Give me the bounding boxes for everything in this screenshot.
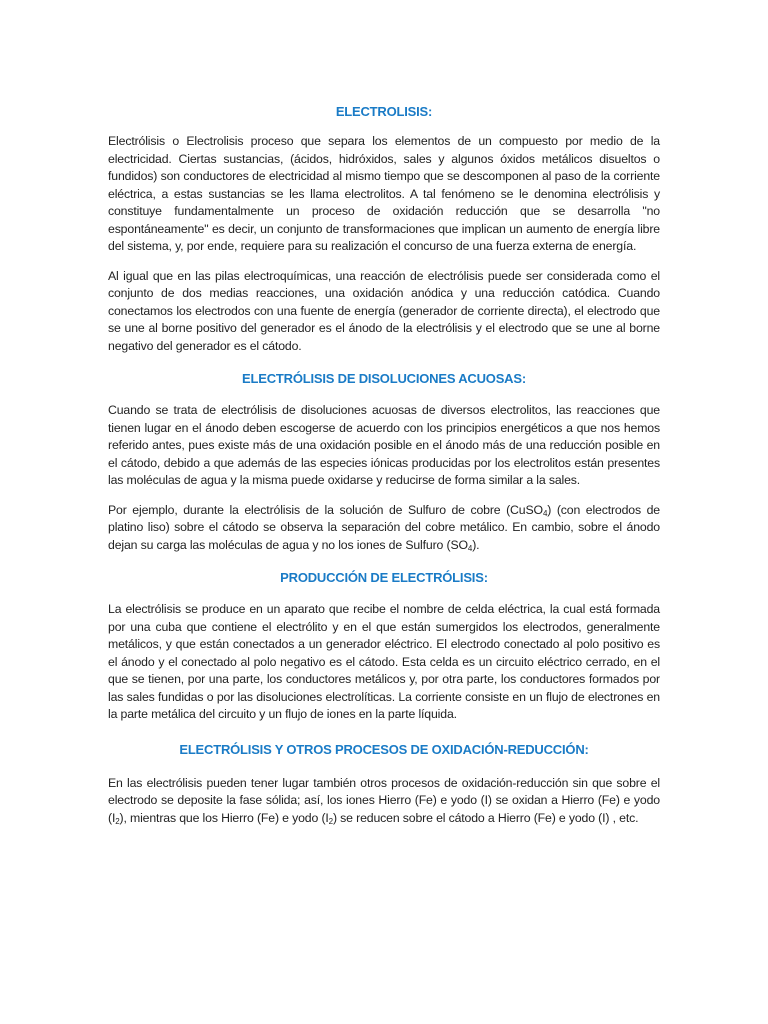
- paragraph: [108, 133, 660, 256]
- text-run: La electrólisis se produce en un aparato que recibe el nombre de celda eléctrica, la cual está formada por una cuba que contiene el electrólito y en el que están sumergidos los electrodos, generalmente metálicos, y que están conectados a un generador eléctrico. El electrodo conectado al polo positivo es el ánodo y el conectado al polo negativo es el cátodo. Esta celda es un circuito eléctrico cerrado, en el que se tienen, por una parte, los conductores metálicos y, por otra parte, los conductores formados por las sales fundidas o por las disoluciones electrolíticas. La corriente consiste en un flujo de electrones en la parte metálica del circuito y un flujo de iones en la parte líquida.: [108, 602, 660, 721]
- section-heading-disoluciones-acuosas: ELECTRÓLISIS DE DISOLUCIONES ACUOSAS:: [242, 371, 526, 386]
- section-heading-produccion: PRODUCCIÓN DE ELECTRÓLISIS:: [280, 570, 488, 585]
- paragraph: [108, 268, 660, 356]
- paragraph: [108, 402, 660, 490]
- subscript: 4: [467, 543, 473, 553]
- text-run: En las electrólisis pueden tener lugar también otros procesos de oxidación-reducción sin que sobre el electrodo se deposite la fase sólida; así, los iones Hierro (Fe) e yodo (I) se oxidan a Hierro (Fe) e yodo (I: [108, 775, 660, 825]
- subscript: 4: [542, 508, 548, 518]
- paragraph: [108, 775, 660, 828]
- text-run: ) se reducen sobre el cátodo a Hierro (Fe) e yodo (I) , etc.: [332, 810, 639, 825]
- text-run: ) (con electrodos de platino liso) sobre el cátodo se observa la separación del cobre metálico. En cambio, sobre el ánodo dejan su carga las moléculas de agua y no los iones de Sulfuro (SO: [108, 502, 660, 552]
- text-run: Por ejemplo, durante la electrólisis de la solución de Sulfuro de cobre (CuSO: [108, 502, 543, 517]
- text-run: ).: [472, 537, 480, 552]
- section-heading-electrolisis: ELECTROLISIS:: [335, 104, 433, 119]
- text-run: Electrólisis o Electrolisis proceso que separa los elementos de un compuesto por medio de la electricidad. Ciertas sustancias, (ácidos, hidróxidos, sales y algunos óxidos metálicos disueltos o fundidos) son conductores de electricidad al mismo tiempo que se descomponen al paso de la corriente eléctrica, a estas sustancias se les llama electrolitos. A tal fenómeno se le denomina electrólisis y constituye fundamentalmente un proceso de oxidación reducción que se desarrolla "no espontáneamente" es decir, un conjunto de transformaciones que implican un aumento de energía libre del sistema, y, por ende, requiere para su realización el concurso de una fuerza externa de energía.: [108, 134, 660, 253]
- subscript: 2: [115, 816, 120, 826]
- document-page: [108, 104, 660, 827]
- text-run: Cuando se trata de electrólisis de disoluciones acuosas de diversos electrolitos, las reacciones que tienen lugar en el ánodo deben escogerse de acuerdo con los principios energéticos a que nos hemos referido antes, pues existe más de una oxidación posible en el ánodo más de una reducción posible en el cátodo, debido a que además de las especies iónicas producidas por los electrolitos están presentes las moléculas de agua y la misma puede oxidarse y reducirse de forma similar a la sales.: [108, 403, 660, 487]
- paragraph: [108, 502, 660, 555]
- text-run: Al igual que en las pilas electroquímicas, una reacción de electrólisis puede ser considerada como el conjunto de dos medias reacciones, una oxidación anódica y una reducción catódica. Cuando conectamos los electrodos con una fuente de energía (generador de corriente directa), el electrodo que se une al borne positivo del generador es el ánodo de la electrólisis y el electrodo que se une al borne negativo del generador es el cátodo.: [108, 268, 660, 353]
- section-heading-otros-procesos: ELECTRÓLISIS Y OTROS PROCESOS DE OXIDACIÓN-REDUCCIÓN:: [179, 741, 589, 757]
- text-run: ), mientras que los Hierro (Fe) e yodo (I: [119, 810, 329, 825]
- subscript: 2: [328, 816, 333, 826]
- paragraph: [108, 601, 660, 724]
